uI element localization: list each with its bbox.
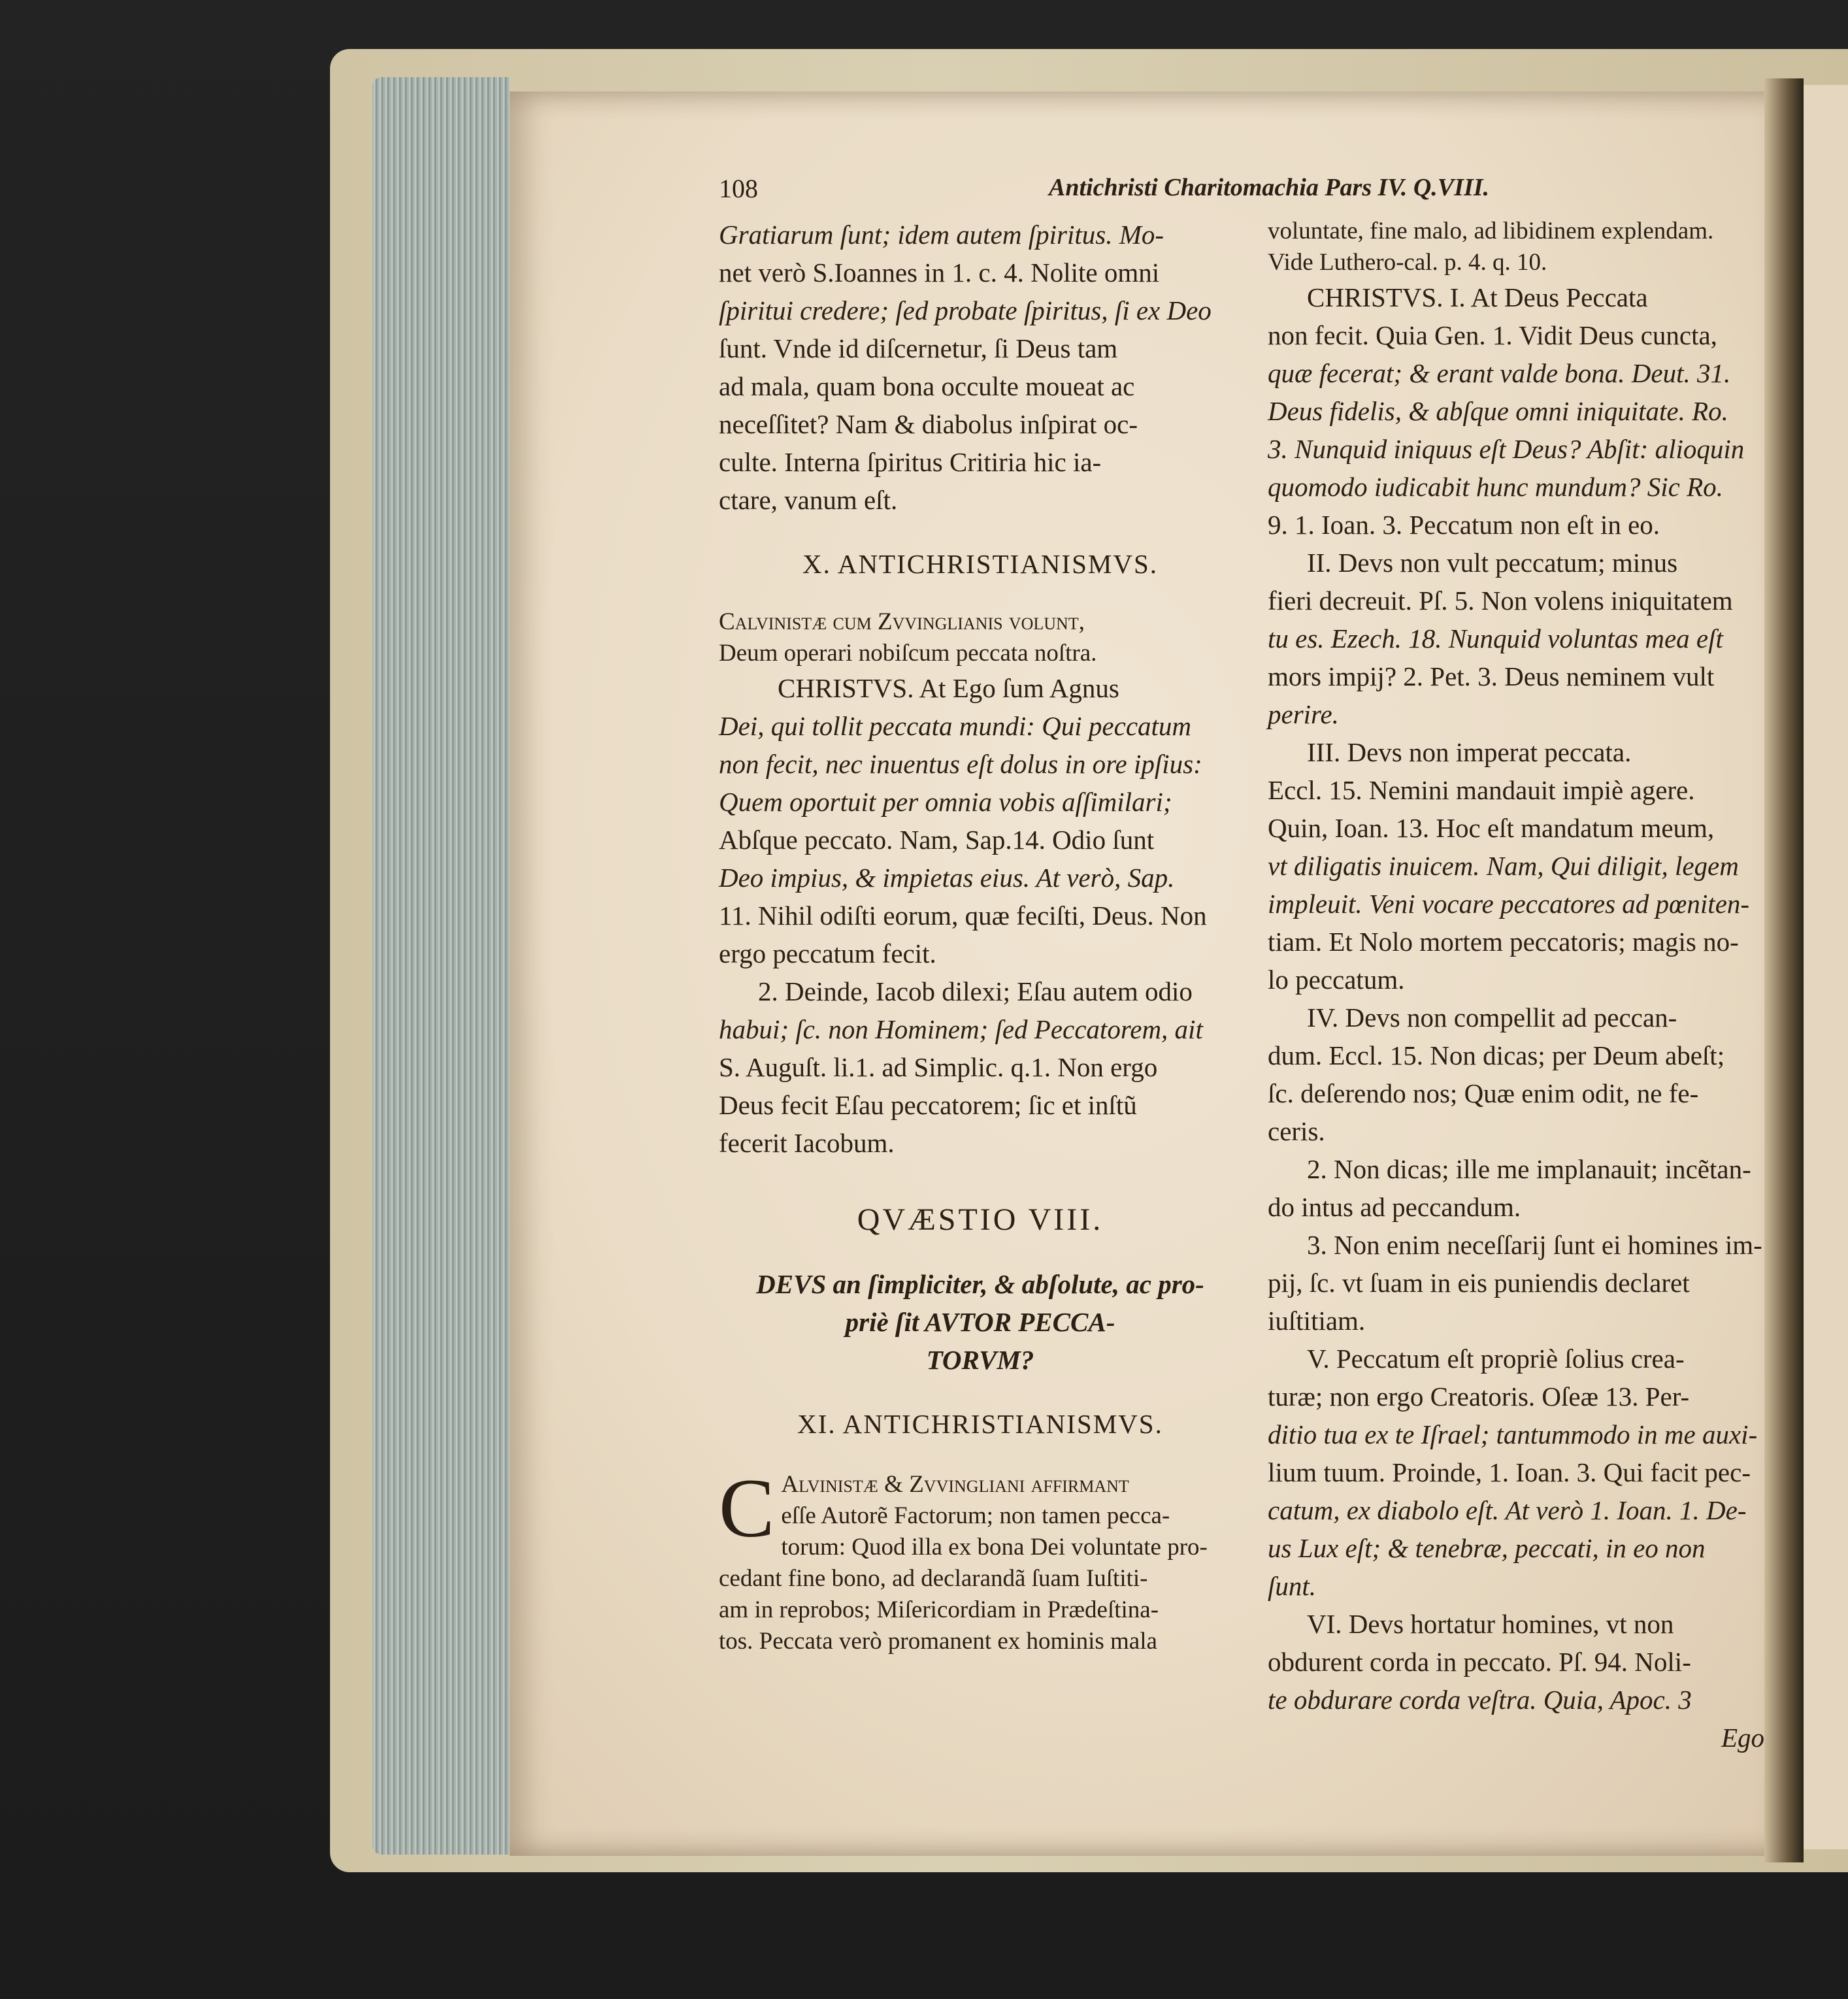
running-title: Antichristi Charitomachia Pars IV. Q.VIII. <box>1049 174 1490 201</box>
question-subtitle: TORVM? <box>926 1345 1034 1375</box>
text-line: CHRISTVS. At Ego ſum Agnus <box>778 673 1119 703</box>
text-line: ſc. deſerendo nos; Quæ enim odit, ne fe- <box>1268 1078 1699 1108</box>
text-line: do intus ad peccandum. <box>1268 1192 1521 1222</box>
text-line: quæ fecerat; & erant valde bona. Deut. 31. <box>1268 358 1731 388</box>
text-line: impleuit. Veni vocare peccatores ad pœniten- <box>1268 889 1750 919</box>
text-line: net verò S.Ioannes in 1. c. 4. Nolite omni <box>719 257 1160 288</box>
text-line: ſunt. Vnde id diſcernetur, ſi Deus tam <box>719 333 1118 363</box>
question-title: QVÆSTIO VIII. <box>857 1202 1104 1237</box>
text-line: lium tuum. Proinde, 1. Ioan. 3. Qui facit pec- <box>1268 1457 1751 1487</box>
text-line: Deum operari nobiſcum peccata noſtra. <box>719 640 1097 667</box>
text-line: am in reprobos; Miſericordiam in Prædeſtina- <box>719 1596 1159 1623</box>
text-line: ad mala, quam bona occulte moueat ac <box>719 371 1135 401</box>
page-edges <box>372 77 510 1855</box>
text-line: us Lux eſt; & tenebræ, peccati, in eo non <box>1268 1533 1706 1563</box>
text-line: cedant fine bono, ad declarandã ſuam Iuſtiti- <box>719 1565 1148 1592</box>
text-line: 3. Non enim neceſſarij ſunt ei homines im- <box>1307 1230 1762 1260</box>
text-line: tu es. Ezech. 18. Nunquid voluntas mea eſt <box>1268 623 1723 653</box>
text-line: obdurent corda in peccato. Pſ. 94. Noli- <box>1268 1647 1691 1677</box>
text-line: 9. 1. Ioan. 3. Peccatum non eſt in eo. <box>1268 510 1660 540</box>
page-number: 108 <box>719 174 758 203</box>
text-line: Eccl. 15. Nemini mandauit impiè agere. <box>1268 775 1695 805</box>
text-line: Alvinistæ & Zvvingliani affirmant <box>781 1471 1129 1498</box>
text-line: VI. Devs hortatur homines, vt non <box>1307 1609 1674 1639</box>
text-line: Quem oportuit per omnia vobis aſſimilari; <box>719 787 1172 817</box>
question-subtitle: DEVS an ſimpliciter, & abſolute, ac pro- <box>756 1269 1204 1299</box>
text-line: Dei, qui tollit peccata mundi: Qui peccatum <box>719 711 1192 741</box>
text-line: S. Auguſt. li.1. ad Simplic. q.1. Non ergo <box>719 1052 1158 1082</box>
text-line: non fecit. Quia Gen. 1. Vidit Deus cuncta, <box>1268 320 1717 350</box>
text-line: III. Devs non imperat peccata. <box>1307 737 1632 767</box>
text-line: voluntate, fine malo, ad libidinem explendam. <box>1268 218 1714 244</box>
text-line: ſpiritui credere; ſed probate ſpiritus, ſi ex Deo <box>719 295 1212 325</box>
paragraph-with-initial <box>719 1462 1242 1657</box>
text-line: Quin, Ioan. 13. Hoc eſt mandatum meum, <box>1268 813 1715 843</box>
text-line: catum, ex diabolo eſt. At verò 1. Ioan. 1. De- <box>1268 1495 1747 1525</box>
text-line: perire. <box>1268 699 1339 729</box>
section-heading: XI. ANTICHRISTIANISMVS. <box>797 1409 1163 1439</box>
text-line: fieri decreuit. Pſ. 5. Non volens iniquitatem <box>1268 586 1733 616</box>
text-line: V. Peccatum eſt propriè ſolius crea- <box>1307 1344 1685 1374</box>
text-line: 2. Non dicas; ille me implanauit; incẽtan- <box>1307 1154 1751 1184</box>
text-line: te obdurare corda veſtra. Quia, Apoc. 3 <box>1268 1685 1692 1715</box>
text-line: Gratiarum ſunt; idem autem ſpiritus. Mo- <box>719 220 1164 250</box>
catchword: Ego <box>1721 1723 1764 1753</box>
text-line: fecerit Iacobum. <box>719 1128 895 1158</box>
text-line: tos. Peccata verò promanent ex hominis mala <box>719 1628 1157 1655</box>
text-line: pij, ſc. vt ſuam in eis puniendis declaret <box>1268 1268 1690 1298</box>
text-line: 11. Nihil odiſti eorum, quæ feciſti, Deus. Non <box>719 900 1207 931</box>
text-line: torum: Quod illa ex bona Dei voluntate pro- <box>781 1534 1208 1561</box>
text-line: habui; ſc. non Hominem; ſed Peccatorem, ait <box>719 1014 1203 1044</box>
text-line: tiam. Et Nolo mortem peccatoris; magis no- <box>1268 927 1739 957</box>
text-line: quomodo iudicabit hunc mundum? Sic Ro. <box>1268 472 1723 502</box>
section-heading: X. ANTICHRISTIANISMVS. <box>802 549 1158 579</box>
left-column <box>719 216 1242 1657</box>
text-line: turæ; non ergo Creatoris. Oſeæ 13. Per- <box>1268 1381 1690 1412</box>
text-line: lo peccatum. <box>1268 965 1405 995</box>
text-line: iuſtitiam. <box>1268 1306 1366 1336</box>
text-line: Calvinistæ cum Zvvinglianis volunt, <box>719 608 1085 635</box>
text-line: CHRISTVS. I. At Deus Peccata <box>1307 282 1648 312</box>
right-column <box>1268 216 1764 1757</box>
text-line: dum. Eccl. 15. Non dicas; per Deum abeſt; <box>1268 1040 1725 1070</box>
text-line: ceris. <box>1268 1116 1325 1146</box>
question-subtitle: priè ſit AVTOR PECCA- <box>845 1307 1115 1337</box>
text-line: II. Devs non vult peccatum; minus <box>1307 548 1678 578</box>
drop-capital: C <box>719 1462 775 1555</box>
text-line: culte. Interna ſpiritus Critiria hic ia- <box>719 447 1102 477</box>
text-line: non fecit, nec inuentus eſt dolus in ore ipſius: <box>719 749 1202 779</box>
text-line: mors impij? 2. Pet. 3. Deus neminem vult <box>1268 661 1715 691</box>
text-line: Deus fidelis, & abſque omni iniquitate. Ro. <box>1268 396 1728 426</box>
text-line: Abſque peccato. Nam, Sap.14. Odio ſunt <box>719 825 1155 855</box>
text-line: Deus fecit Eſau peccatorem; ſic et inſtũ <box>719 1090 1137 1120</box>
text-line: ditio tua ex te Iſrael; tantummodo in me auxi- <box>1268 1419 1758 1449</box>
text-line: IV. Devs non compellit ad peccan- <box>1307 1002 1677 1033</box>
text-line: ſunt. <box>1268 1571 1317 1601</box>
text-line: vt diligatis inuicem. Nam, Qui diligit, legem <box>1268 851 1739 881</box>
text-line: ergo peccatum fecit. <box>719 938 936 968</box>
text-line: Deo impius, & impietas eius. At verò, Sap. <box>719 863 1175 893</box>
text-line: neceſſitet? Nam & diabolus inſpirat oc- <box>719 409 1138 439</box>
facing-page-fragment <box>1804 85 1848 1849</box>
text-line: Vide Luthero-cal. p. 4. q. 10. <box>1268 249 1547 276</box>
text-line: 2. Deinde, Iacob dilexi; Eſau autem odio <box>758 976 1193 1006</box>
text-line: eſſe Autorẽ Factorum; non tamen pecca- <box>781 1502 1170 1529</box>
text-line: 3. Nunquid iniquus eſt Deus? Abſit: alioquin <box>1268 434 1745 464</box>
gutter-shadow <box>1764 78 1804 1862</box>
text-line: ctare, vanum eſt. <box>719 485 898 515</box>
